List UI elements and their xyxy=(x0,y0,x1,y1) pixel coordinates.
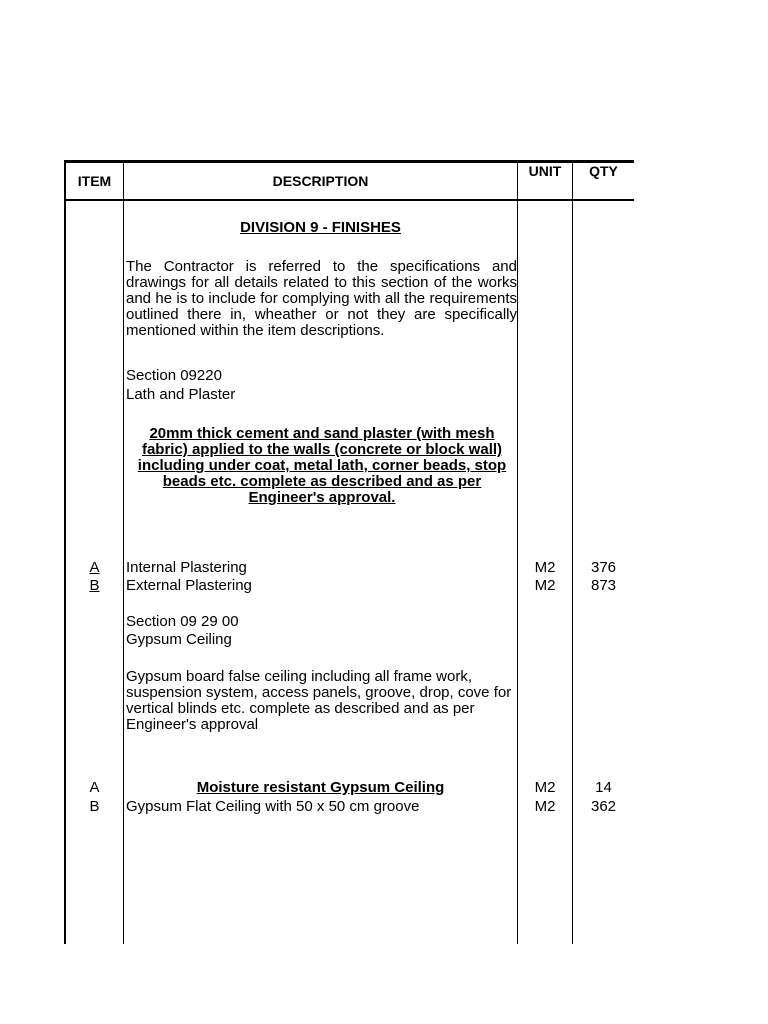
item-column-divider xyxy=(123,160,124,944)
section2-row-a-qty: 14 xyxy=(595,779,612,796)
section1-spec: 20mm thick cement and sand plaster (with mesh fabric) applied to the walls (concrete or block wall) including under coat, metal lath, corner beads, stop beads etc. complete as described and as per Engineer's approval. xyxy=(137,425,507,506)
section2-row-b-qty: 362 xyxy=(590,798,617,815)
section1-row-b-description: External Plastering xyxy=(126,577,252,594)
header-qty: QTY xyxy=(589,163,618,179)
header-description: DESCRIPTION xyxy=(272,173,369,189)
section2-row-a-unit: M2 xyxy=(534,779,556,796)
section2-row-b-item: B xyxy=(89,798,100,815)
section2-spec: Gypsum board false ceiling including all frame work, suspension system, access panels, groove, drop, cove for vertical blinds etc. complete as described and as per Engineer's approval xyxy=(126,668,512,733)
header-unit: UNIT xyxy=(528,163,562,179)
section2-row-b-unit: M2 xyxy=(534,798,556,815)
description-column-divider xyxy=(517,160,518,944)
section1-row-b-item: B xyxy=(89,577,100,594)
section2-number: Section 09 29 00 xyxy=(126,613,239,630)
intro-paragraph: The Contractor is referred to the specifications and drawings for all details related to this section of the works and he is to include for complying with all the requirements outlined there in, wheather or not they are specifically mentioned within the item descriptions. xyxy=(126,258,517,339)
section2-name: Gypsum Ceiling xyxy=(126,631,232,648)
section1-row-a-unit: M2 xyxy=(534,559,556,576)
section1-row-a-description: Internal Plastering xyxy=(126,559,247,576)
section1-row-b-unit: M2 xyxy=(534,577,556,594)
table-left-border xyxy=(64,160,66,944)
section1-name: Lath and Plaster xyxy=(126,386,236,403)
section2-row-a-item: A xyxy=(89,779,100,796)
bill-of-quantities-table xyxy=(64,160,634,944)
section1-row-a-item: A xyxy=(89,559,100,576)
section2-row-a-description: Moisture resistant Gypsum Ceiling xyxy=(196,779,445,796)
section1-number: Section 09220 xyxy=(126,367,222,384)
section1-row-a-qty: 376 xyxy=(590,559,617,576)
unit-column-divider xyxy=(572,160,573,944)
header-bottom-border xyxy=(64,199,634,201)
section2-row-b-description: Gypsum Flat Ceiling with 50 x 50 cm groove xyxy=(126,798,420,815)
division-title: DIVISION 9 - FINISHES xyxy=(240,219,401,236)
header-item: ITEM xyxy=(77,173,112,189)
section1-row-b-qty: 873 xyxy=(590,577,617,594)
